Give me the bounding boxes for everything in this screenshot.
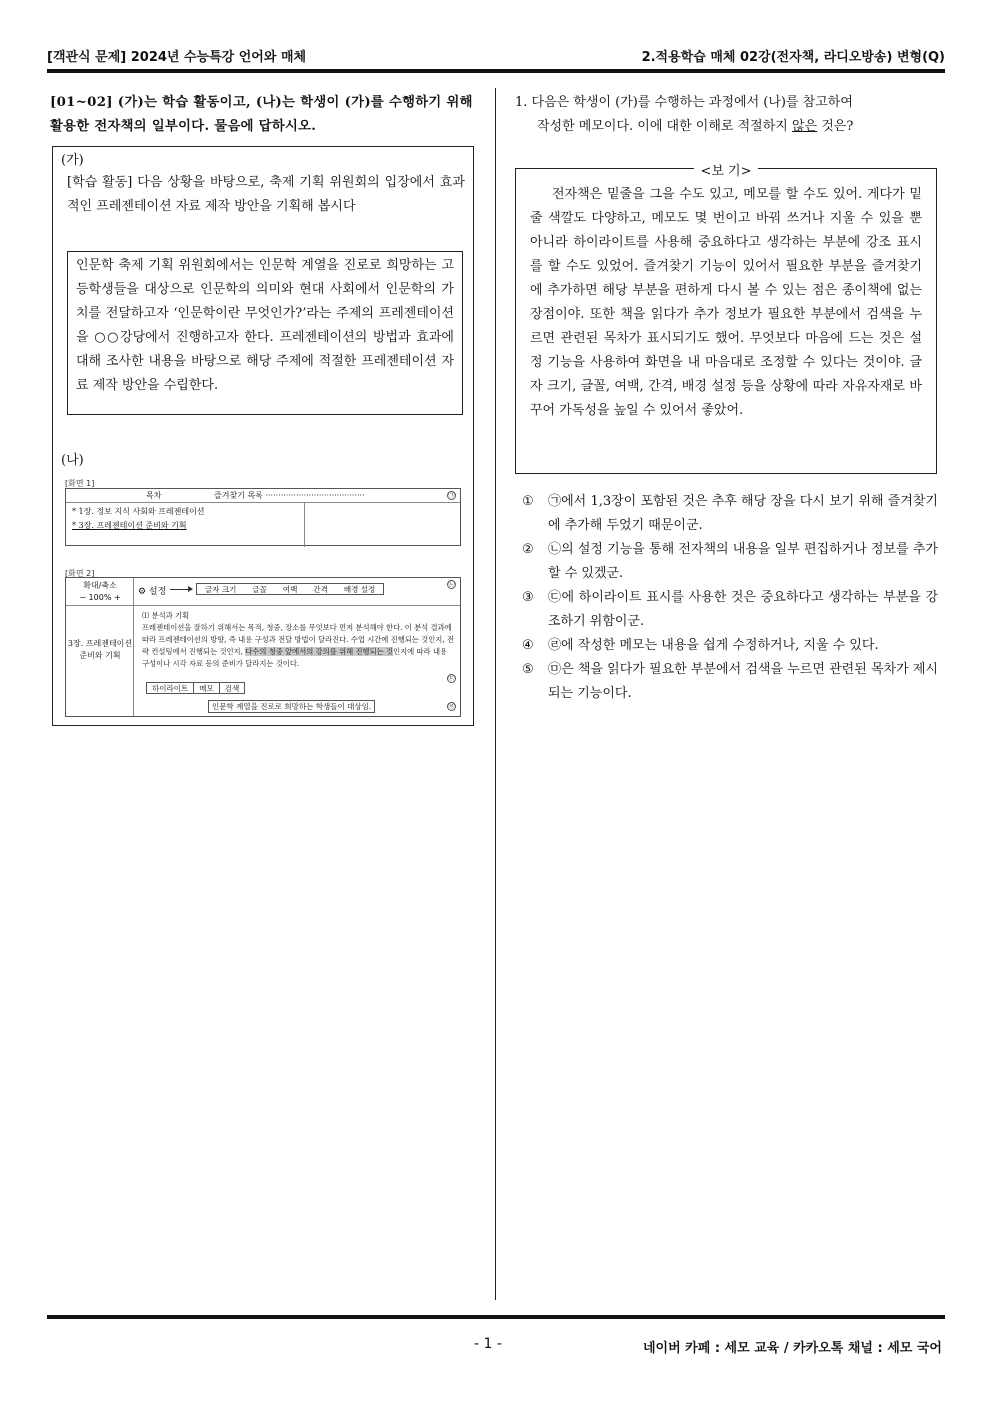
option-font[interactable]: 글꼴: [252, 585, 267, 594]
option-number: ①: [522, 494, 534, 509]
option-spacing[interactable]: 간격: [313, 585, 328, 594]
memo-note[interactable]: 인문학 계열을 진로로 희망하는 학생들이 대상임.: [208, 700, 375, 713]
highlight-button[interactable]: 하이라이트: [147, 683, 194, 693]
option-font-size[interactable]: 글자 크기: [205, 585, 237, 594]
search-button[interactable]: 검색: [224, 684, 240, 693]
screen1-divider: [304, 503, 305, 547]
footer-credit: 네이버 카페 : 세모 교육 / 카카오톡 채널 : 세모 국어: [642, 1341, 942, 1356]
footer-rule: [47, 1315, 945, 1319]
section-title: ⑴ 분석과 기획: [142, 611, 190, 620]
option-number: ④: [522, 638, 534, 653]
answer-option-3[interactable]: [518, 586, 938, 634]
option-text: ㉠에서 1,3장이 포함된 것은 추후 해당 장을 다시 보기 위해 즐겨찾기에 추가해 두었기 때문이군.: [548, 494, 938, 533]
passage-box: [52, 146, 474, 726]
body-text: 프레젠테이션을 잘하기 위해서는 목적, 청중, 장소를 무엇보다 먼저 분석해야 한다. 이 분석 결과에 따라 프레젠테이션의 방향, 즉 내용 구성과 전달 방법이 달라진다. 수업 시간에 진행되는 것인지, 전략 컨설팅에서 진행되는 것인지,: [142, 623, 455, 656]
option-number: ②: [522, 542, 534, 557]
ebook-screen-2: [65, 577, 461, 717]
answer-options: [518, 490, 938, 706]
answer-option-2[interactable]: [518, 538, 938, 586]
settings-options: [196, 583, 384, 595]
chapter-label: 3장. 프레젠테이션 준비와 기획: [67, 639, 133, 660]
answer-option-4[interactable]: [518, 634, 938, 658]
column-divider: [495, 88, 496, 1300]
page-number: - 1 -: [474, 1336, 502, 1352]
highlighted-text: 다수의 청중 앞에서의 강의를 위해 진행되는 것: [245, 647, 394, 656]
question-line-1: 1. 다음은 학생이 (가)를 수행하는 과정에서 (나)를 참고하여: [515, 95, 853, 110]
screen2-tag: [화면 2]: [65, 569, 95, 578]
option-text: ㉣에 작성한 메모는 내용을 쉽게 수정하거나, 지울 수 있다.: [548, 638, 879, 653]
page-header: [47, 44, 945, 66]
ga-label: (가): [61, 153, 84, 168]
annotation-buttons: [146, 682, 245, 694]
arrow-icon: [170, 589, 192, 590]
screen1-tabs: [66, 489, 460, 503]
ebook-body-text: [142, 610, 454, 670]
question-underline: 않은: [791, 119, 818, 134]
tab-bookmarks[interactable]: 즐겨찾기 목록 ·······································: [214, 491, 365, 500]
zoom-value[interactable]: − 100% +: [79, 593, 121, 602]
bookmark-item[interactable]: * 1장. 정보 지식 사회와 프레젠테이션: [72, 507, 205, 516]
body-text-tail: 인지에 따라 내용 구성이나 시각 자료 등의 준비가 달라지는 것이다.: [142, 647, 448, 668]
bookmark-item[interactable]: [72, 520, 187, 531]
header-rule: [47, 69, 945, 73]
option-number: ③: [522, 590, 534, 605]
bookmark-prefix: * 3장.: [72, 521, 97, 530]
bogi-box: 전자책은 밑줄을 그을 수도 있고, 메모를 할 수도 있어. 게다가 밑줄 색깔도 다양하고, 메모도 몇 번이고 바꿔 쓰거나 지울 수 있을 뿐 아니라 하이라이트를 사용해 중요하다고 생각하는 부분에 강조 표시를 할 수도 있었어. 즐겨찾기 기능이 있어서 필요한 부분을 즐겨찾기에 추가하면 해당 부분을 편하게 다시 볼 수 있는 점은 종이책에 없는 장점이야. 또한 책을 읽다가 추가 정보가 필요한 부분에서 검색을 누르면 관련된 목차가 표시되기도 했어. 무엇보다 마음에 드는 것은 설정 기능을 사용하여 화면을 내 마음대로 조정할 수 있다는 것이야. 글자 크기, 글꼴, 여백, 간격, 배경 설정 등을 상황에 따라 자유자재로 바꾸어 가독성을 높일 수 있어서 좋았어.: [515, 168, 937, 474]
option-background[interactable]: 배경 설정: [343, 585, 376, 594]
passage-intro: [01~02] (가)는 학습 활동이고, (나)는 학생이 (가)를 수행하기 위해 활용한 전자책의 일부이다. 물음에 답하시오.: [50, 95, 473, 134]
memo-button[interactable]: 메모: [194, 683, 220, 693]
settings-toolbar: [134, 578, 460, 606]
marker-d: ㉣: [448, 703, 455, 710]
learning-activity: [학습 활동] 다음 상황을 바탕으로, 축제 기획 위원회의 입장에서 효과적인 프레젠테이션 자료 제작 방안을 기획해 봅시다: [67, 175, 465, 214]
na-label: (나): [61, 453, 84, 468]
ebook-screen-1: [65, 488, 461, 546]
question-text: 작성한 메모이다. 이에 대한 이해로 적절하지: [537, 119, 792, 134]
bogi-title-text: <보 기>: [694, 164, 757, 179]
screen1-tag: [화면 1]: [65, 479, 95, 488]
question-line-2: [515, 115, 945, 139]
option-text: ㉡의 설정 기능을 통해 전자책의 내용을 일부 편집하거나 정보를 추가할 수 있겠군.: [548, 542, 938, 581]
option-number: ⑤: [522, 662, 534, 677]
zoom-control[interactable]: [66, 578, 134, 606]
question-1: [515, 91, 945, 139]
answer-option-1[interactable]: [518, 490, 938, 538]
header-left: [객관식 문제] 2024년 수능특강 언어와 매체: [47, 50, 307, 65]
question-text-end: 것은?: [817, 119, 854, 134]
answer-option-5[interactable]: [518, 658, 938, 706]
screen2-left-column: [66, 578, 134, 716]
bookmark-link[interactable]: 프레젠테이션 준비와 기획: [96, 521, 187, 530]
option-text: ㉤은 책을 읽다가 필요한 부분에서 검색을 누르면 관련된 목차가 제시되는 기능이다.: [548, 662, 938, 701]
zoom-label: 확대/축소: [83, 581, 117, 590]
marker-c: ㉢: [448, 675, 455, 682]
marker-a: ㉠: [448, 492, 455, 499]
marker-b: ㉡: [448, 581, 455, 588]
tab-toc[interactable]: 목차: [146, 491, 162, 500]
header-right: 2.적용학습 매체 02강(전자책, 라디오방송) 변형(Q): [641, 50, 945, 65]
option-margin[interactable]: 여백: [282, 585, 298, 594]
situation-box: 인문학 축제 기획 위원회에서는 인문학 계열을 진로로 희망하는 고등학생들을 대상으로 인문학의 의미와 현대 사회에서 인문학의 가치를 전달하고자 ‘인문학이란 무엇인가?’라는 주제의 프레젠테이션을 ○○강당에서 진행하고자 한다. 프레젠테이션의 방법과 효과에 대해 조사한 내용을 바탕으로 해당 주제에 적절한 프레젠테이션 자료 제작 방안을 수립한다.: [67, 251, 463, 415]
settings-button[interactable]: ⚙ 설정: [138, 587, 167, 597]
option-text: ㉢에 하이라이트 표시를 사용한 것은 중요하다고 생각하는 부분을 강조하기 위함이군.: [548, 590, 938, 629]
